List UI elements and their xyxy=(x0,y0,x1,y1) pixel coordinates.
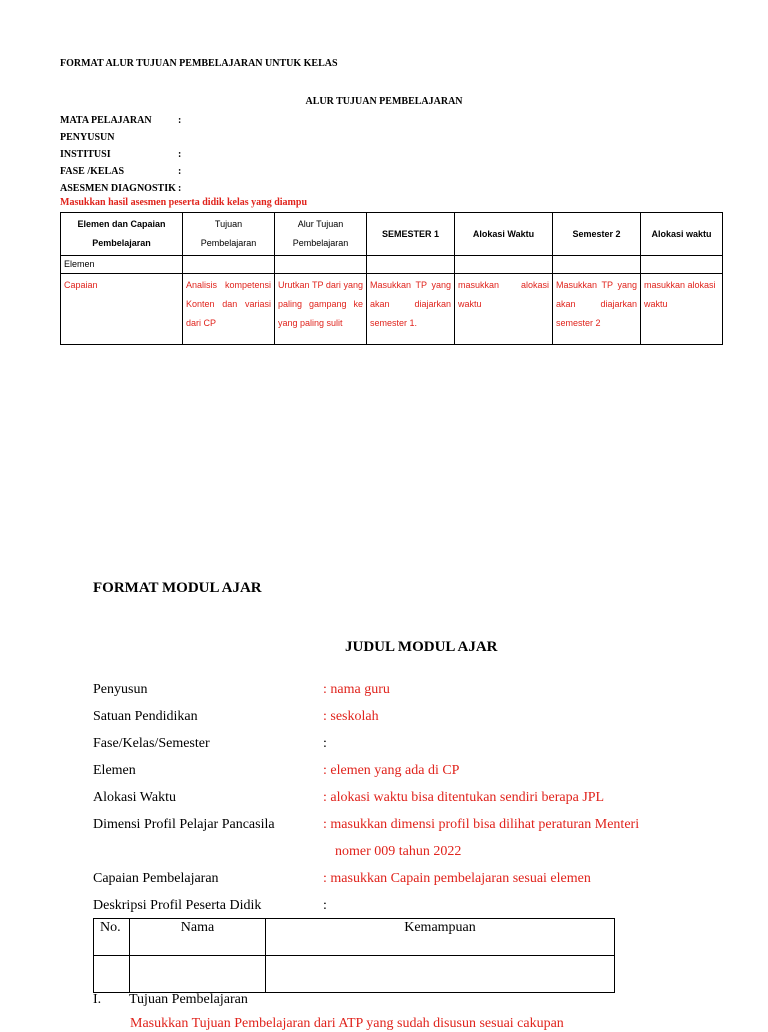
cell-alokasi-1: masukkan alokasi waktu xyxy=(455,274,553,345)
header-no: No. xyxy=(94,919,130,956)
table-cell xyxy=(367,256,455,274)
meta-block xyxy=(60,112,181,197)
field-penyusun: Penyusun : nama guru xyxy=(93,682,390,697)
identity-block xyxy=(93,676,733,919)
judul-modul: JUDUL MODUL AJAR xyxy=(345,639,498,655)
header-alokasi-1: Alokasi Waktu xyxy=(455,213,553,256)
field-dimensi-cont: nomer 009 tahun 2022 xyxy=(335,844,462,859)
table-cell xyxy=(455,256,553,274)
page-title: FORMAT ALUR TUJUAN PEMBELAJARAN UNTUK KELAS xyxy=(60,58,338,69)
meta-row: FASE /KELAS : xyxy=(60,166,182,177)
table-cell xyxy=(94,956,130,993)
header-semester-2: Semester 2 xyxy=(553,213,641,256)
table-cell xyxy=(641,256,723,274)
meta-row: MATA PELAJARAN : xyxy=(60,115,182,126)
table-cell xyxy=(183,256,275,274)
cell-alur: Urutkan TP dari yang paling gampang ke yang paling sulit xyxy=(275,274,367,345)
field-elemen: Elemen : elemen yang ada di CP xyxy=(93,763,460,778)
header-alur: Alur Tujuan Pembelajaran xyxy=(275,213,367,256)
meta-row: INSTITUSI : xyxy=(60,149,182,160)
cell-capaian: Capaian xyxy=(61,274,183,345)
table-cell xyxy=(130,956,266,993)
modul-title: FORMAT MODUL AJAR xyxy=(93,580,262,596)
section-title: ALUR TUJUAN PEMBELAJARAN xyxy=(305,96,463,107)
table-cell xyxy=(275,256,367,274)
field-fase: Fase/Kelas/Semester : xyxy=(93,736,327,751)
header-elemen: Elemen dan Capaian Pembelajaran xyxy=(61,213,183,256)
meta-row: ASESMEN DIAGNOSTIK : xyxy=(60,183,182,194)
field-dimensi: Dimensi Profil Pelajar Pancasila : masukkan dimensi profil bisa dilihat peraturan Menteri xyxy=(93,817,640,832)
cell-semester-2: Masukkan TP yang akan diajarkan semester 2 xyxy=(553,274,641,345)
section-tujuan: I. Tujuan Pembelajaran xyxy=(93,992,248,1007)
field-deskripsi: Deskripsi Profil Peserta Didik : xyxy=(93,898,327,913)
cell-tujuan: Analisis kompetensi Konten dan variasi dari CP xyxy=(183,274,275,345)
cell-elemen: Elemen xyxy=(61,256,183,274)
cell-semester-1: Masukkan TP yang akan diajarkan semester 1. xyxy=(367,274,455,345)
table-cell xyxy=(553,256,641,274)
meta-row: PENYUSUN xyxy=(60,132,115,143)
table-cell xyxy=(266,956,615,993)
header-nama: Nama xyxy=(130,919,266,956)
header-tujuan: Tujuan Pembelajaran xyxy=(183,213,275,256)
header-kemampuan: Kemampuan xyxy=(266,919,615,956)
field-capaian: Capaian Pembelajaran : masukkan Capain pembelajaran sesuai elemen xyxy=(93,871,591,886)
profil-table xyxy=(93,918,615,993)
header-semester-1: SEMESTER 1 xyxy=(367,213,455,256)
instruction-note: Masukkan hasil asesmen peserta didik kelas yang diampu xyxy=(60,197,308,208)
field-alokasi: Alokasi Waktu : alokasi waktu bisa ditentukan sendiri berapa JPL xyxy=(93,790,605,805)
tujuan-instruction: Masukkan Tujuan Pembelajaran dari ATP yang sudah disusun sesuai cakupan xyxy=(130,1016,564,1031)
field-satuan: Satuan Pendidikan : seskolah xyxy=(93,709,379,724)
atp-table xyxy=(60,212,723,345)
cell-alokasi-2: masukkan alokasi waktu xyxy=(641,274,723,345)
header-alokasi-2: Alokasi waktu xyxy=(641,213,723,256)
